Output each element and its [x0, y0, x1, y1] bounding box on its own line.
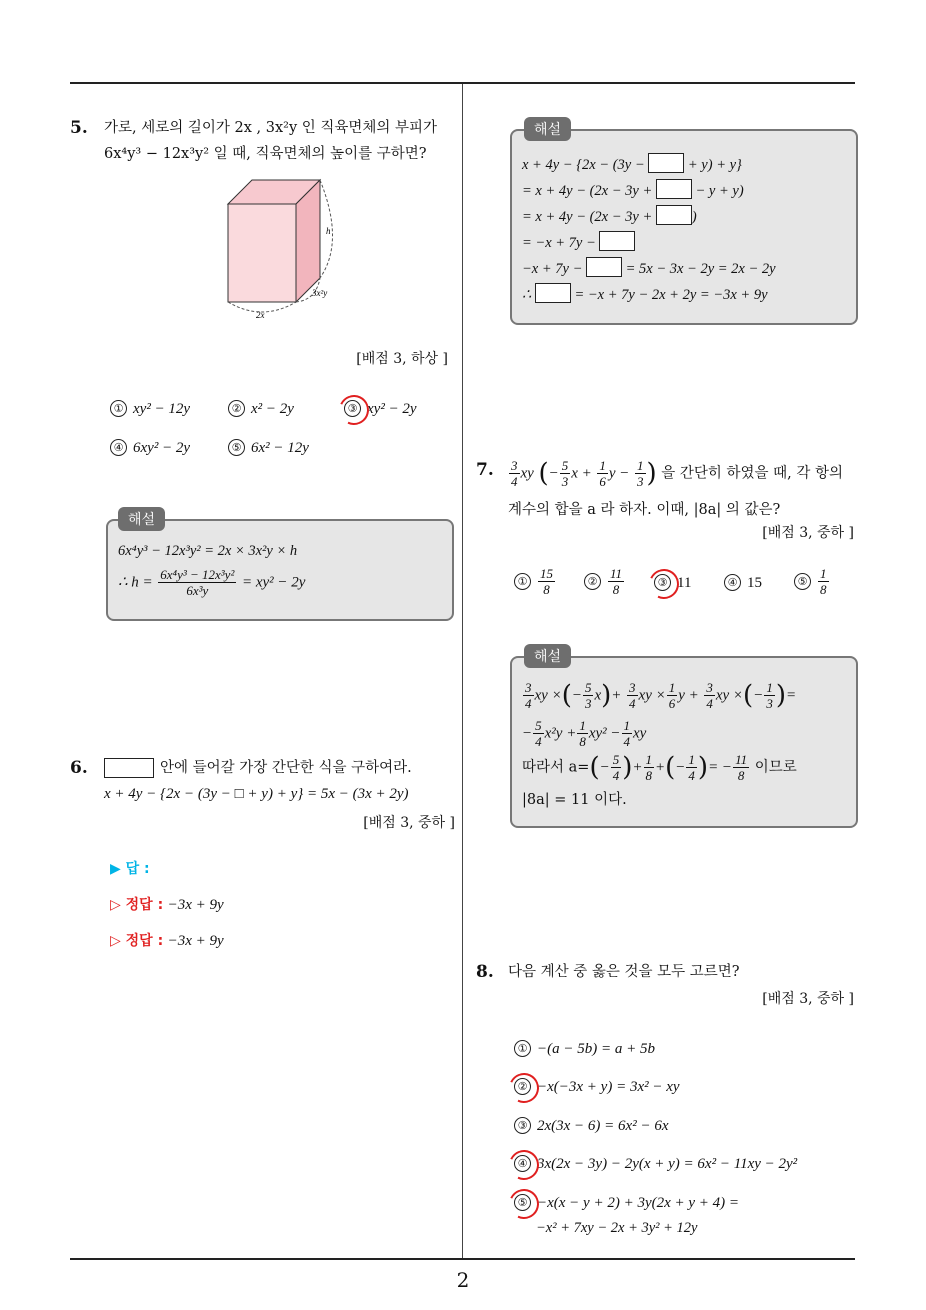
q7-choice-4[interactable]: ④ 15 — [724, 574, 762, 592]
bottom-rule — [70, 1258, 855, 1260]
q5-solution-box — [106, 519, 454, 621]
q7-sol-line1: $\frac{3}{4}$ xy ×(− $\frac{5}{3}$ x)+ $\frac{3}{4}$ xy × $\frac{1}{6}$ y + $\frac{3}{4}$ xy ×(− $\frac{1}{3}$ )= — [525, 680, 797, 711]
q5-sol-line2: ∴ h = $\frac{\text{6x⁴y³ − 12x³y²}}{\text{6x³y}}$ = xy² − 2y — [118, 567, 306, 598]
q5-choice-2[interactable]: ② x² − 2y — [228, 400, 294, 418]
q8-choice-2-selected[interactable]: ② −x(−3x + y) = 3x² − xy — [514, 1078, 680, 1096]
q7-sol-line3: 따라서 a=(− $\frac{5}{4}$ )+ $\frac{1}{8}$ +(− $\frac{1}{4}$ )= − $\frac{11}{8}$ 이므로 — [522, 752, 797, 783]
q5-choice-1[interactable]: ① xy² − 12y — [110, 400, 190, 418]
page-number: 2 — [456, 1268, 470, 1292]
q8-choice-4-selected[interactable]: ④ 3x(2x − 3y) − 2y(x + y) = 6x² − 11xy − 2y² — [514, 1155, 797, 1173]
q7-solution-tag: 해설 — [524, 644, 571, 668]
q6-expression: x + 4y − {2x − (3y − □ + y) + y} = 5x − (3x + 2y) — [104, 786, 409, 802]
q6-sol-line4: = −x + 7y − — [522, 231, 635, 252]
q5-sol-line1: 6x⁴y³ − 12x³y² = 2x × 3x²y × h — [118, 543, 298, 559]
q8-choice-1[interactable]: ① −(a − 5b) = a + 5b — [514, 1040, 655, 1058]
q5-line2: 6x⁴y³ − 12x³y² 일 때, 직육면체의 높이를 구하면? — [104, 146, 427, 162]
q6-sol-line1: x + 4y − {2x − (3y − + y) + y} — [522, 153, 742, 174]
q6-solution-box — [510, 129, 858, 325]
q6-blank-box — [104, 758, 154, 778]
q5-score: [배점 3, 하상 ] — [356, 351, 448, 367]
q5-choice-4[interactable]: ④ 6xy² − 2y — [110, 439, 190, 457]
q6-number: 6. — [70, 758, 88, 778]
q6-correct-2: ▷ 정답 : −3x + 9y — [110, 933, 224, 949]
column-divider — [462, 84, 463, 1258]
q6-correct-1: ▷ 정답 : −3x + 9y — [110, 897, 224, 913]
q7-number: 7. — [476, 460, 494, 480]
q7-sol-line4: |8a| = 11 이다. — [522, 792, 627, 808]
q7-choice-2[interactable]: ② $\frac{11}{8}$ — [584, 566, 625, 597]
q6-sol-line5: −x + 7y − = 5x − 3x − 2y = 2x − 2y — [522, 257, 776, 278]
q5-cuboid-figure — [220, 172, 344, 322]
q6-solution-tag: 해설 — [524, 117, 571, 141]
q7-sol-line2: − $\frac{5}{4}$ x²y + $\frac{1}{8}$ xy² − $\frac{1}{4}$ xy — [522, 718, 647, 749]
q8-choice-5-selected[interactable]: ⑤ −x(x − y + 2) + 3y(2x + y + 4) = — [514, 1194, 739, 1212]
q6-sol-line2: = x + 4y − (2x − 3y + − y + y) — [522, 179, 744, 200]
q6-answer-label: ▶ 답 : — [110, 861, 150, 877]
q8-number: 8. — [476, 962, 494, 982]
q7-expression: $\frac{3}{4}$ xy (− $\frac{5}{3}$ x + $\frac{1}{6}$ y − $\frac{1}{3}$ ) 을 간단히 하였을 때, 각 항의 — [511, 458, 843, 489]
q8-text: 다음 계산 중 옳은 것을 모두 고르면? — [508, 964, 740, 980]
q6-sol-line3: = x + 4y − (2x − 3y + ) — [522, 205, 697, 226]
q7-line2: 계수의 합을 a 라 하자. 이때, |8a| 의 값은? — [508, 502, 781, 518]
q7-choice-3-selected[interactable]: ③ 11 — [654, 574, 691, 592]
q8-score: [배점 3, 중하 ] — [762, 991, 854, 1007]
q7-score: [배점 3, 중하 ] — [762, 525, 854, 541]
q7-solution-box — [510, 656, 858, 828]
q7-choice-1[interactable]: ① $\frac{15}{8}$ — [514, 566, 556, 597]
q8-choice-5-cont: −x² + 7xy − 2x + 3y² + 12y — [536, 1220, 698, 1236]
q5-choice-5[interactable]: ⑤ 6x² − 12y — [228, 439, 309, 457]
q8-choice-3[interactable]: ③ 2x(3x − 6) = 6x² − 6x — [514, 1117, 668, 1135]
fig-label-width: 2x — [256, 310, 265, 320]
q5-solution-tag: 해설 — [118, 507, 165, 531]
q7-choice-5[interactable]: ⑤ $\frac{1}{8}$ — [794, 566, 830, 597]
q5-number: 5. — [70, 118, 88, 138]
q6-score: [배점 3, 중하 ] — [363, 815, 455, 831]
q6-text: 안에 들어갈 가장 간단한 식을 구하여라. — [160, 760, 412, 776]
q5-choice-3-selected[interactable]: ③ xy² − 2y — [344, 400, 417, 418]
fig-label-depth: 3x²y — [312, 288, 328, 298]
q5-line1: 가로, 세로의 길이가 2x , 3x²y 인 직육면체의 부피가 — [104, 120, 438, 136]
fig-label-h: h — [326, 226, 331, 236]
q6-sol-line6: ∴ = −x + 7y − 2x + 2y = −3x + 9y — [522, 283, 768, 304]
